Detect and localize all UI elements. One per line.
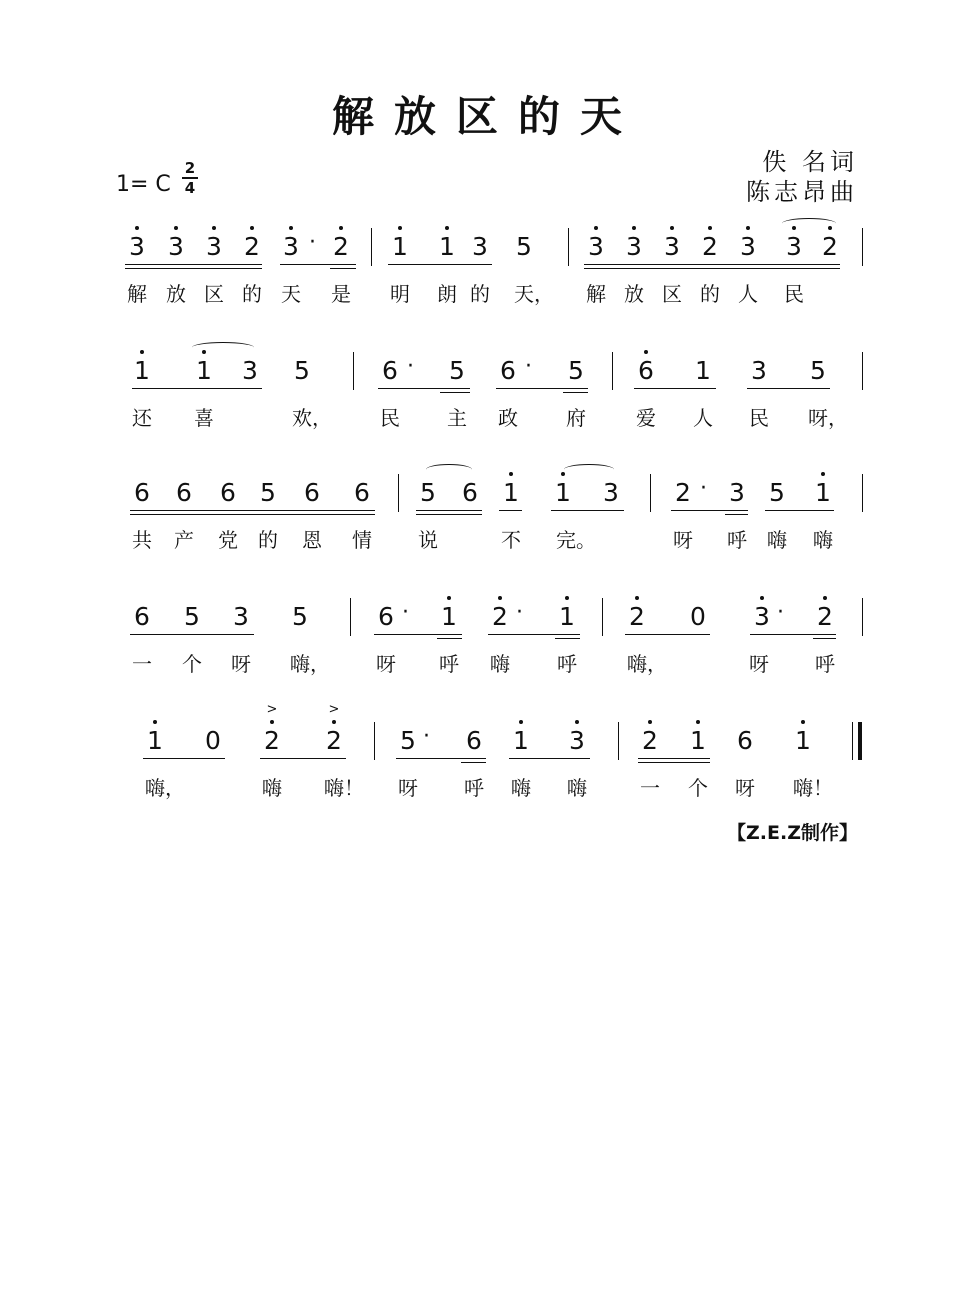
note: 2 [629,602,645,631]
note: 5 [449,356,465,385]
note: 1 [147,726,163,755]
score-row [0,356,974,446]
note: 3 [664,232,680,261]
octave-up-dot [398,226,402,230]
maker-credit: 【Z.E.Z制作】 [727,822,858,844]
lyric-syllable: 主 [447,406,467,430]
octave-up-dot [153,720,157,724]
octave-up-dot [696,720,700,724]
beam-underline [132,388,262,389]
lyric-syllable: 嗨 [262,776,282,800]
octave-up-dot [447,596,451,600]
note: 2 [244,232,260,261]
lyric-syllable: 呀， [808,406,848,430]
note: 1 [392,232,408,261]
beam-underline [416,514,482,515]
beam-underline [330,268,356,269]
final-barline-thick [858,722,862,760]
lyric-syllable: 放 [624,282,644,306]
beam-underline [280,264,356,265]
octave-up-dot [594,226,598,230]
note: 3 [569,726,585,755]
slur [192,342,254,353]
beam-underline [813,638,836,639]
note: 1 [695,356,711,385]
score-row [0,602,974,692]
note: 6 [638,356,654,385]
note: 3 [233,602,249,631]
beam-underline [125,268,262,269]
octave-up-dot [339,226,343,230]
note: 3 [472,232,488,261]
lyric-syllable: 爱 [636,406,656,430]
note: 5 [400,726,416,755]
octave-up-dot [708,226,712,230]
beam-underline [374,634,462,635]
lyric-syllable: 区 [204,282,224,306]
beam-underline [634,388,716,389]
beam-underline [437,638,462,639]
barline [612,352,613,390]
note: 1 [196,356,212,385]
octave-up-dot [575,720,579,724]
lyric-syllable: 个 [688,776,708,800]
lyric-syllable: 的 [258,528,278,552]
octave-up-dot [212,226,216,230]
note: 5 [184,602,200,631]
beam-underline [725,514,748,515]
octave-up-dot [135,226,139,230]
lyric-syllable: 欢， [292,406,332,430]
octave-up-dot [270,720,274,724]
note: 2 [492,602,508,631]
lyric-syllable: 党 [218,528,238,552]
note: 3 [283,232,299,261]
note: 3 [751,356,767,385]
meter-denominator: 4 [184,179,196,197]
beam-underline [416,510,482,511]
lyric-syllable: 的 [242,282,262,306]
note: 6 [354,478,370,507]
lyric-syllable: 呀 [376,652,396,676]
note: 1 [503,478,519,507]
slur [426,464,472,475]
barline [602,598,603,636]
note: 3 [206,232,222,261]
lyric-syllable: 嗨， [290,652,330,676]
augmentation-dot: · [525,354,532,379]
note: 2 [264,726,280,755]
note: 6 [134,478,150,507]
lyric-syllable: 是 [331,282,351,306]
barline [350,598,351,636]
lyric-syllable: 的 [470,282,490,306]
note: 3 [786,232,802,261]
meter-numerator: 2 [184,159,196,177]
note: 6 [462,478,478,507]
lyric-syllable: 府 [566,406,586,430]
beam-underline [638,758,710,759]
lyric-syllable: 嗨 [511,776,531,800]
note: 5 [260,478,276,507]
lyric-syllable: 不 [501,528,521,552]
note: 1 [441,602,457,631]
beam-underline [388,264,492,265]
lyric-syllable: 共 [132,528,152,552]
octave-up-dot [821,472,825,476]
octave-up-dot [289,226,293,230]
note: 1 [513,726,529,755]
octave-up-dot [498,596,502,600]
lyric-syllable: 呼 [815,652,835,676]
beam-underline [750,634,836,635]
augmentation-dot: · [309,230,316,255]
note: 3 [754,602,770,631]
note: 6 [466,726,482,755]
beam-underline [765,510,834,511]
note: 2 [675,478,691,507]
lyric-syllable: 人 [693,406,713,430]
note: 1 [815,478,831,507]
octave-up-dot [823,596,827,600]
note: 2 [333,232,349,261]
beam-underline [143,758,225,759]
beam-underline [130,514,375,515]
octave-up-dot [445,226,449,230]
accent-mark: > [266,702,278,717]
note: 5 [420,478,436,507]
lyric-syllable: 的 [700,282,720,306]
note: 6 [134,602,150,631]
beam-underline [396,758,486,759]
octave-up-dot [632,226,636,230]
lyric-syllable: 天， [514,282,554,306]
beam-underline [563,392,588,393]
beam-underline [125,264,262,265]
lyric-syllable: 嗨 [813,528,833,552]
lyric-syllable: 还 [132,406,152,430]
lyric-syllable: 呀 [749,652,769,676]
note: 2 [702,232,718,261]
barline [862,352,863,390]
lyric-syllable: 嗨， [627,652,667,676]
note: 6 [382,356,398,385]
note: 6 [378,602,394,631]
octave-up-dot [746,226,750,230]
lyric-syllable: 呼 [727,528,747,552]
beam-underline [747,388,830,389]
lyric-syllable: 嗨！ [793,776,833,800]
lyric-syllable: 呀 [735,776,755,800]
composer-credit: 陈志昂曲 [746,178,858,206]
barline [398,474,399,512]
lyric-syllable: 呀 [398,776,418,800]
beam-underline [461,762,486,763]
note: 3 [588,232,604,261]
lyric-syllable: 区 [662,282,682,306]
note: 6 [737,726,753,755]
note: 3 [168,232,184,261]
note: 5 [810,356,826,385]
note: 1 [559,602,575,631]
lyric-syllable: 人 [738,282,758,306]
note: 5 [568,356,584,385]
beam-underline [378,388,470,389]
note: 3 [242,356,258,385]
octave-up-dot [635,596,639,600]
lyric-syllable: 解 [127,282,147,306]
accent-mark: > [328,702,340,717]
lyric-syllable: 完。 [556,528,596,552]
beam-underline [488,634,580,635]
barline [862,228,863,266]
barline [353,352,354,390]
beam-underline [260,758,346,759]
lyric-syllable: 民 [749,406,769,430]
lyric-syllable: 明 [390,282,410,306]
beam-underline [638,762,710,763]
lyric-syllable: 呼 [439,652,459,676]
beam-underline [509,758,590,759]
augmentation-dot: · [516,600,523,625]
lyric-syllable: 呼 [557,652,577,676]
lyric-syllable: 朗 [437,282,457,306]
barline [862,474,863,512]
beam-underline [496,388,588,389]
note: 2 [642,726,658,755]
lyric-syllable: 一 [640,776,660,800]
barline [371,228,372,266]
lyric-syllable: 呀 [231,652,251,676]
lyric-syllable: 呼 [464,776,484,800]
score-row [0,232,974,322]
augmentation-dot: · [700,476,707,501]
note: 6 [176,478,192,507]
lyric-syllable: 嗨！ [324,776,364,800]
barline [568,228,569,266]
lyric-syllable: 嗨 [490,652,510,676]
beam-underline [584,268,840,269]
note: 1 [134,356,150,385]
lyric-syllable: 情 [352,528,372,552]
note: 5 [292,602,308,631]
octave-up-dot [174,226,178,230]
note: 5 [294,356,310,385]
note: 3 [603,478,619,507]
octave-up-dot [760,596,764,600]
final-barline-thin [852,722,853,760]
augmentation-dot: · [423,724,430,749]
lyricist-credit: 佚 名词 [762,148,858,176]
lyric-syllable: 民 [380,406,400,430]
lyric-syllable: 个 [182,652,202,676]
lyric-syllable: 政 [498,406,518,430]
beam-underline [584,264,840,265]
note: 2 [822,232,838,261]
lyric-syllable: 呀 [673,528,693,552]
lyric-syllable: 喜 [194,406,214,430]
octave-up-dot [140,350,144,354]
note: 1 [690,726,706,755]
note: 5 [516,232,532,261]
note: 6 [500,356,516,385]
beam-underline [555,638,580,639]
lyric-syllable: 天 [281,282,301,306]
note: 3 [626,232,642,261]
barline [374,722,375,760]
note: 6 [304,478,320,507]
beam-underline [551,510,624,511]
octave-up-dot [565,596,569,600]
note: 3 [740,232,756,261]
slur [782,218,836,229]
augmentation-dot: · [407,354,414,379]
song-title: 解放区的天 [331,92,642,141]
slur [564,464,614,475]
octave-up-dot [648,720,652,724]
octave-up-dot [644,350,648,354]
note: 2 [817,602,833,631]
octave-up-dot [801,720,805,724]
note: 3 [729,478,745,507]
note: 3 [129,232,145,261]
beam-underline [499,510,522,511]
octave-up-dot [250,226,254,230]
note: 0 [205,726,221,755]
barline [650,474,651,512]
beam-underline [130,510,375,511]
time-signature [182,160,198,196]
augmentation-dot: · [777,600,784,625]
lyric-syllable: 嗨 [767,528,787,552]
lyric-syllable: 产 [174,528,194,552]
beam-underline [625,634,710,635]
note: 6 [220,478,236,507]
octave-up-dot [332,720,336,724]
note: 1 [795,726,811,755]
octave-up-dot [519,720,523,724]
note: 2 [326,726,342,755]
lyric-syllable: 民 [784,282,804,306]
score-row [0,702,974,816]
lyric-syllable: 解 [586,282,606,306]
score-row [0,478,974,568]
note: 0 [690,602,706,631]
beam-underline [671,510,748,511]
octave-up-dot [509,472,513,476]
note: 5 [769,478,785,507]
lyric-syllable: 说 [418,528,438,552]
note: 1 [439,232,455,261]
augmentation-dot: · [402,600,409,625]
beam-underline [440,392,470,393]
lyric-syllable: 嗨， [145,776,185,800]
beam-underline [130,634,254,635]
lyric-syllable: 嗨 [567,776,587,800]
barline [862,598,863,636]
key-signature: 1= C [116,172,171,197]
octave-up-dot [670,226,674,230]
lyric-syllable: 一 [132,652,152,676]
lyric-syllable: 放 [166,282,186,306]
note: 1 [555,478,571,507]
barline [618,722,619,760]
lyric-syllable: 恩 [302,528,322,552]
